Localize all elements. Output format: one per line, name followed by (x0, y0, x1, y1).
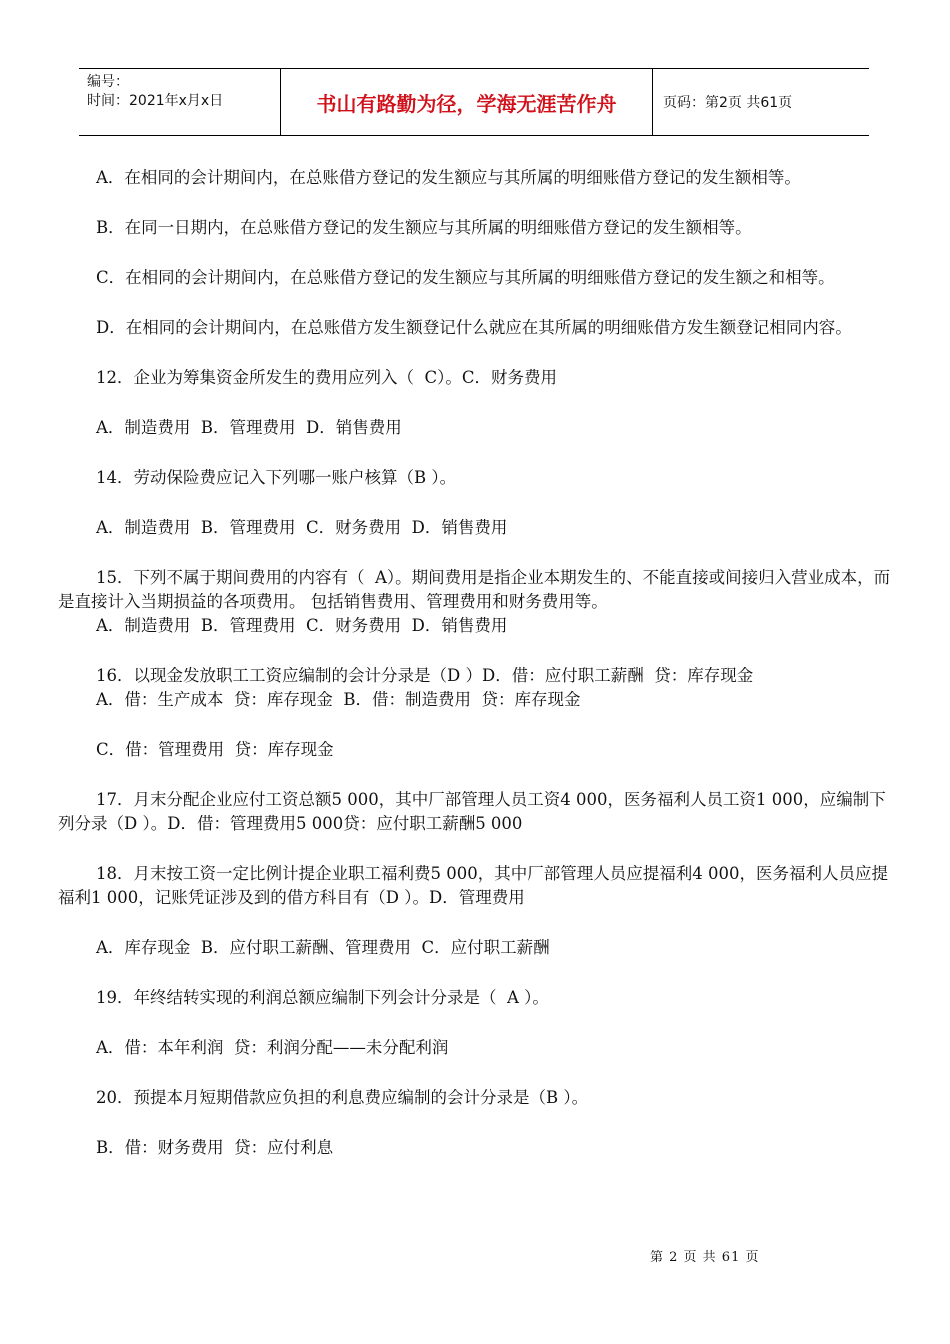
paragraph: B．在同一日期内，在总账借方登记的发生额应与其所属的明细账借方登记的发生额相等。 (96, 218, 752, 237)
page-footer: 第 2 页 共 61 页 (650, 1250, 760, 1265)
header-page-info: 页码：第2页 共61页 (663, 95, 793, 111)
paragraph: 20．预提本月短期借款应负担的利息费应编制的会计分录是（B ）。 (96, 1088, 589, 1107)
paragraph: 15．下列不属于期间费用的内容有（ A）。期间费用是指企业本期发生的、不能直接或间接归入营业成本，而是直接计入当期损益的各项费用。 包括销售费用、管理费用和财务费用等。 (58, 568, 891, 611)
paragraph: A．在相同的会计期间内，在总账借方登记的发生额应与其所属的明细账借方登记的发生额相等。 (96, 168, 801, 187)
page-header (79, 68, 869, 136)
paragraph: B．借：财务费用 贷：应付利息 (96, 1138, 334, 1157)
paragraph: 17．月末分配企业应付工资总额5 000，其中厂部管理人员工资4 000，医务福利人员工资1 000，应编制下列分录（D ）。D．借：管理费用5 000贷：应付职工薪酬5 000 (58, 790, 886, 833)
paragraph: A．库存现金 B．应付职工薪酬、管理费用 C．应付职工薪酬 (96, 938, 550, 957)
paragraph: C．借：管理费用 贷：库存现金 (96, 740, 334, 759)
document-body (58, 166, 892, 1186)
paragraph: A．制造费用 B．管理费用 C．财务费用 D．销售费用 (96, 616, 508, 635)
paragraph: A．制造费用 B．管理费用 D．销售费用 (96, 418, 402, 437)
paragraph: 18．月末按工资一定比例计提企业职工福利费5 000，其中厂部管理人员应提福利4 000，医务福利人员应提福利1 000，记账凭证涉及到的借方科目有（D ）。D．管理费用 (58, 864, 888, 907)
number-label: 编号： (87, 74, 129, 90)
paragraph: C．在相同的会计期间内，在总账借方登记的发生额应与其所属的明细账借方登记的发生额之和相等。 (96, 268, 835, 287)
paragraph: A．制造费用 B．管理费用 C．财务费用 D．销售费用 (96, 518, 508, 537)
paragraph: 12．企业为筹集资金所发生的费用应列入（ C）。C．财务费用 (96, 368, 557, 387)
time-label: 时间：2021年x月x日 (87, 93, 224, 109)
paragraph: 14．劳动保险费应记入下列哪一账户核算（B ）。 (96, 468, 457, 487)
paragraph: A．借：生产成本 贷：库存现金 B．借：制造费用 贷：库存现金 (96, 690, 581, 709)
paragraph: D．在相同的会计期间内，在总账借方发生额登记什么就应在其所属的明细账借方发生额登记相同内容。 (96, 318, 852, 337)
paragraph: A．借：本年利润 贷：利润分配——未分配利润 (96, 1038, 449, 1057)
header-motto: 书山有路勤为径，学海无涯苦作舟 (281, 69, 653, 135)
header-meta (79, 69, 281, 135)
paragraph: 16．以现金发放职工工资应编制的会计分录是（D ）D．借：应付职工薪酬 贷：库存现金 (96, 666, 754, 685)
paragraph: 19．年终结转实现的利润总额应编制下列会计分录是（ A ）。 (96, 988, 549, 1007)
